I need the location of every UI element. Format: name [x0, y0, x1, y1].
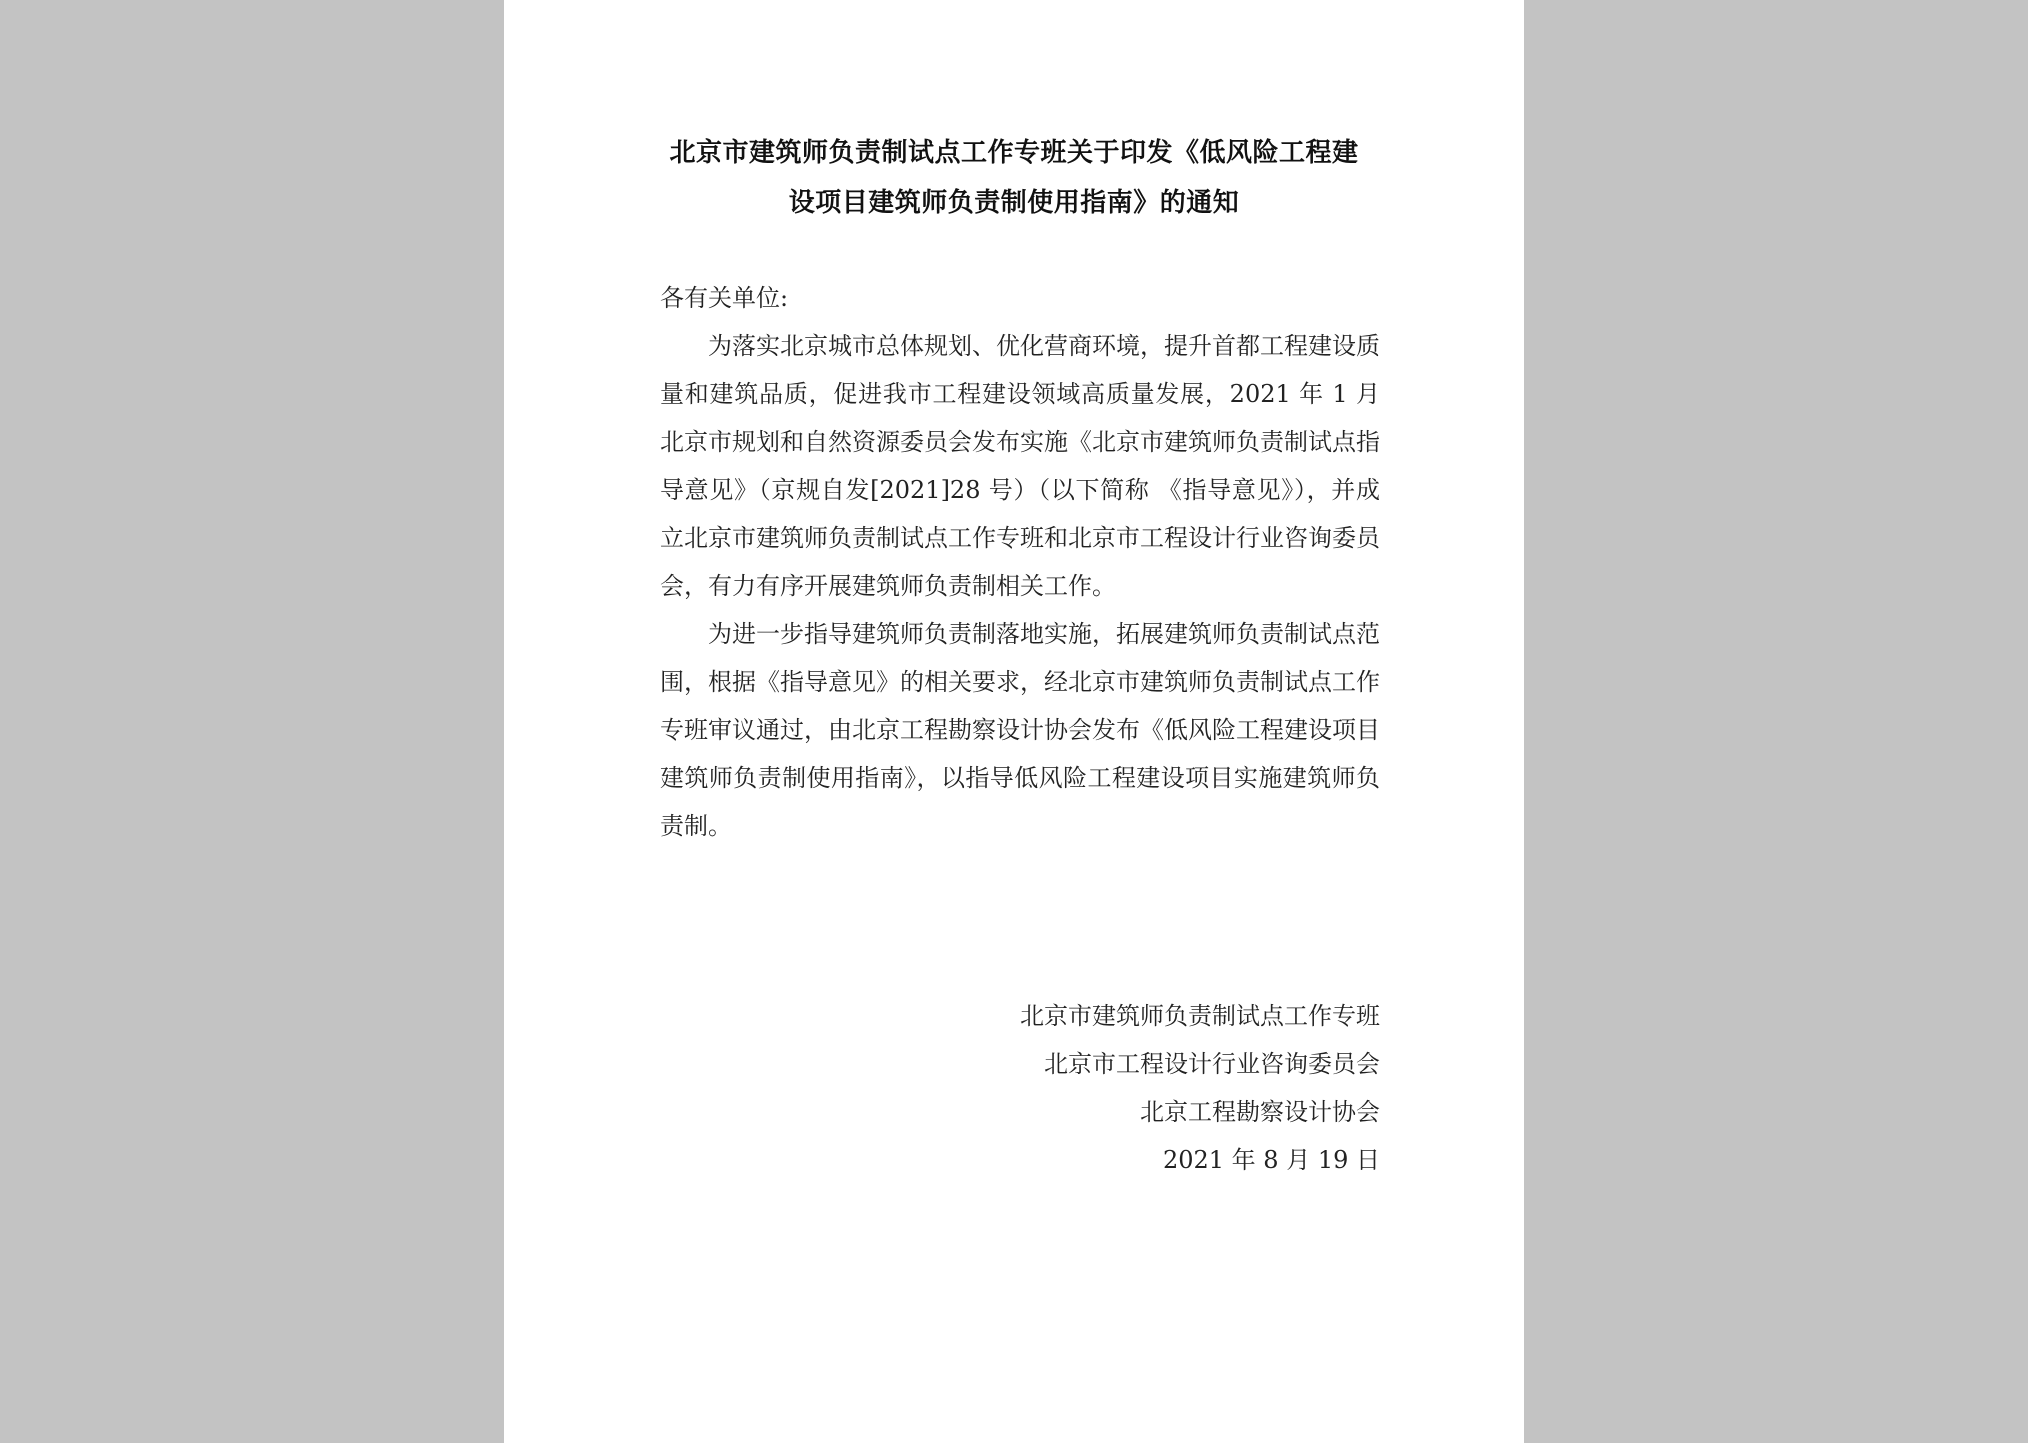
title-line-1: 北京市建筑师负责制试点工作专班关于印发《低风险工程建	[669, 138, 1359, 168]
salutation: 各有关单位:	[660, 284, 789, 312]
paragraph-2: 为进一步指导建筑师负责制落地实施，拓展建筑师负责制试点范围，根据《指导意见》的相关要求，经北京市建筑师负责制试点工作专班审议通过，由北京工程勘察设计协会发布《低风险工程建设项目建筑师负责制使用指南》，以指导低风险工程建设项目实施建筑师负责制。	[660, 620, 1380, 840]
signature-org-1: 北京市建筑师负责制试点工作专班	[1020, 1002, 1380, 1030]
signature-org-2: 北京市工程设计行业咨询委员会	[1044, 1050, 1380, 1078]
signature-block	[1020, 992, 1380, 1184]
title-line-2: 设项目建筑师负责制使用指南》的通知	[788, 188, 1240, 218]
document-body	[660, 274, 1380, 850]
document-title	[654, 128, 1374, 228]
signature-date: 2021 年 8 月 19 日	[1162, 1146, 1380, 1174]
document-page	[504, 0, 1524, 1443]
signature-org-3: 北京工程勘察设计协会	[1140, 1098, 1380, 1126]
paragraph-1: 为落实北京城市总体规划、优化营商环境，提升首都工程建设质量和建筑品质，促进我市工程建设领域高质量发展，2021 年 1 月北京市规划和自然资源委员会发布实施《北京市建筑师负责制试点指导意见》（京规自发[2021]28 号）（以下简称 《指导意见》），并成立北京市建筑师负责制试点工作专班和北京市工程设计行业咨询委员会，有力有序开展建筑师负责制相关工作。	[660, 332, 1380, 600]
